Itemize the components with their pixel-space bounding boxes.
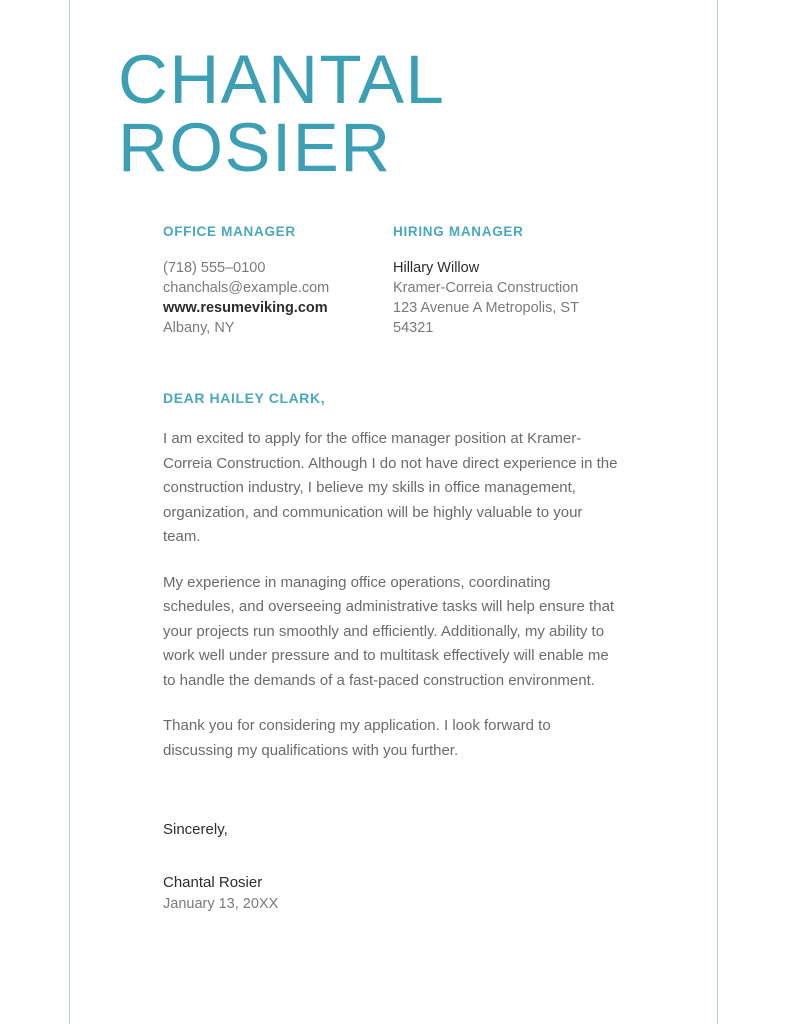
recipient-address-line-1: 123 Avenue A Metropolis, ST: [393, 300, 579, 316]
sender-website[interactable]: www.resumeviking.com: [163, 300, 328, 316]
applicant-first-name: CHANTAL: [118, 41, 446, 118]
recipient-address-line-2: 54321: [393, 320, 434, 336]
recipient-block: [393, 224, 608, 338]
sender-email[interactable]: chanchals@example.com: [163, 280, 330, 296]
closing-salutation: Sincerely,: [163, 821, 228, 838]
letter-closing: [163, 818, 618, 915]
sender-phone: (718) 555–0100: [163, 260, 266, 276]
letter-body: [163, 390, 618, 763]
letter-salutation: DEAR HAILEY CLARK,: [163, 390, 326, 406]
right-border-rule: [717, 0, 718, 1024]
applicant-name-block: [118, 0, 618, 186]
recipient-heading: HIRING MANAGER: [393, 224, 524, 239]
letter-paragraph-1: I am excited to apply for the office manager position at Kramer-Correia Construction. Although I do not have direct experience in the construction industry, I believe my skills in office management, organization, and communication will be highly valuable to your team.: [163, 430, 618, 545]
recipient-company: Kramer-Correia Construction: [393, 280, 579, 296]
applicant-last-name: ROSIER: [118, 109, 392, 186]
closing-date: January 13, 20XX: [163, 896, 279, 912]
sender-location: Albany, NY: [163, 320, 235, 336]
contact-columns: [163, 224, 618, 338]
letter-paragraph-2: My experience in managing office operations, coordinating schedules, and overseeing administrative tasks will help ensure that your projects run smoothly and efficiently. Additionally, my ability to work well under pressure and to multitask effectively will enable me to handle the demands of a fast-paced construction environment.: [163, 573, 615, 689]
sender-heading: OFFICE MANAGER: [163, 224, 296, 239]
letter-content: [118, 0, 618, 915]
recipient-name: Hillary Willow: [393, 260, 480, 276]
left-border-rule: [69, 0, 70, 1024]
sender-contact-block: [163, 224, 393, 338]
closing-signature-name: Chantal Rosier: [163, 874, 263, 891]
letter-paragraph-3: Thank you for considering my application. I look forward to discussing my qualifications with you further.: [163, 717, 551, 759]
